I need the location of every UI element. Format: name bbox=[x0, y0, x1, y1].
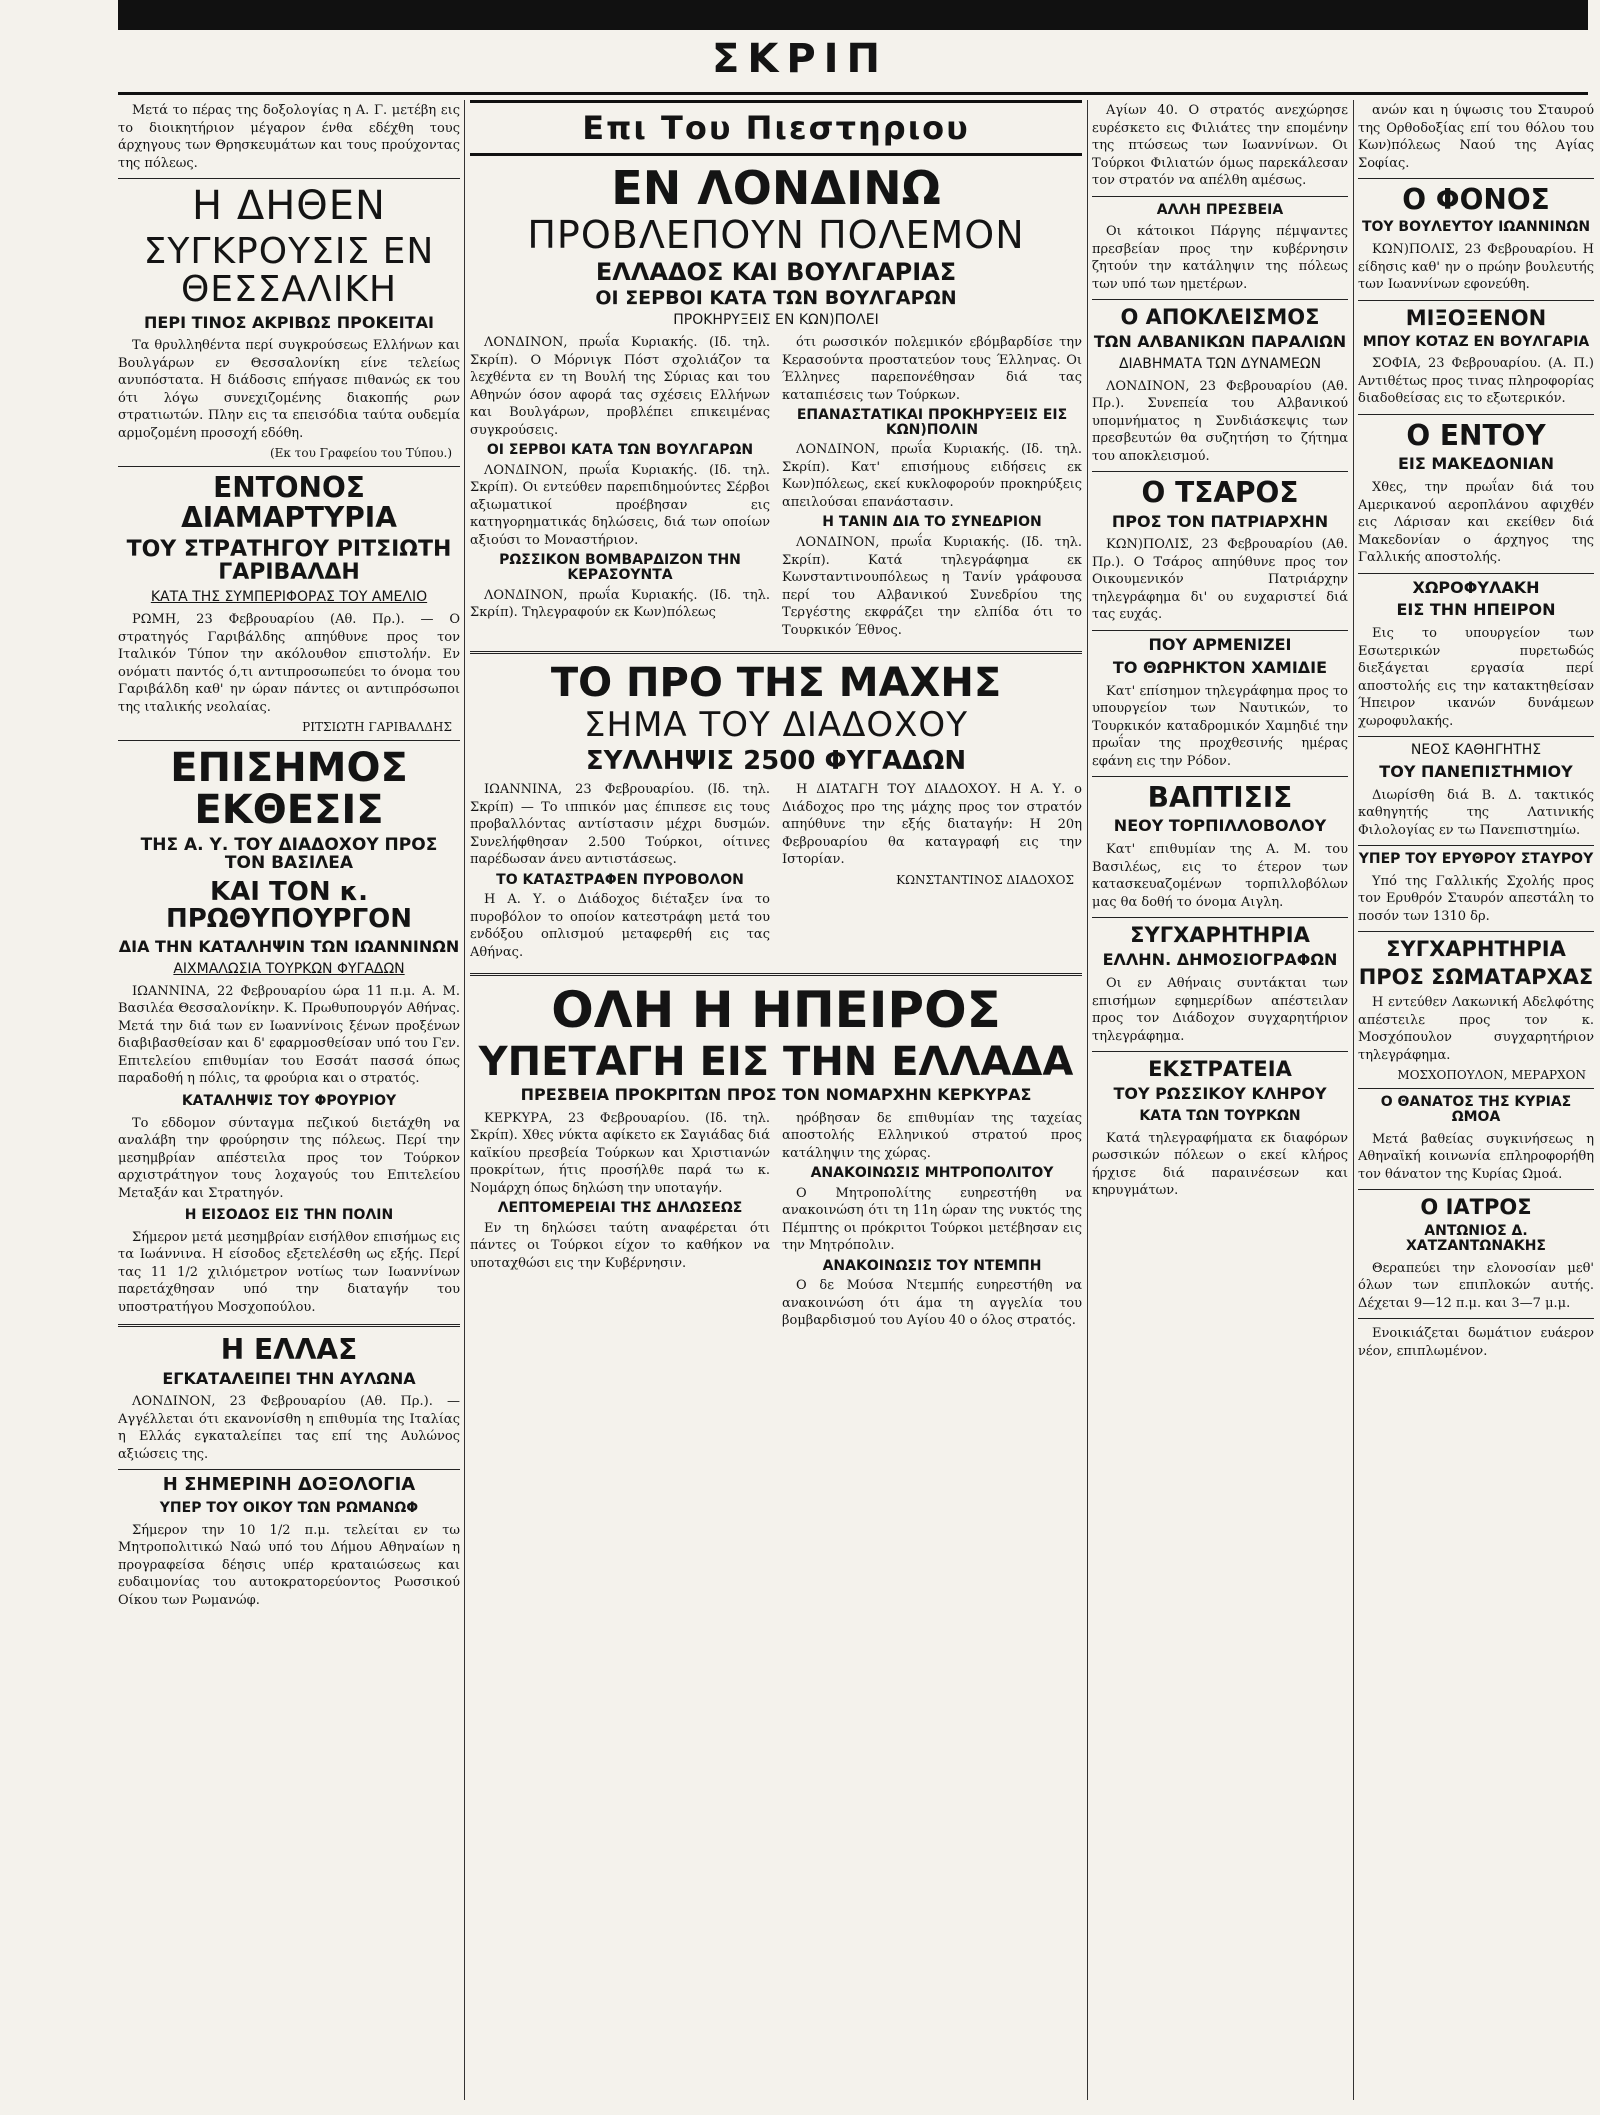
headline: ΕΙΣ ΤΗΝ ΗΠΕΙΡΟΝ bbox=[1396, 600, 1556, 620]
article-text: ηρόβησαν δε επιθυμίαν της ταχείας αποστολής Ελληνικού στρατού προς κατάληψιν της χώρας. bbox=[782, 1110, 1082, 1161]
section-heading: Η ΕΙΣΟΔΟΣ ΕΙΣ ΤΗΝ ΠΟΛΙΝ bbox=[184, 1207, 394, 1223]
headline: ΕΛΛΑΔΟΣ ΚΑΙ ΒΟΥΛΓΑΡΙΑΣ bbox=[595, 258, 957, 287]
article-text: Διωρίσθη διά Β. Δ. τακτικός καθηγητής της Λατινικής Φιλολογίας εν τω Πανεπιστημίω. bbox=[1358, 787, 1594, 838]
headline: Η ΣΗΜΕΡΙΝΗ ΔΟΞΟΛΟΓΙΑ bbox=[162, 1474, 416, 1496]
headline: ΑΛΛΗ ΠΡΕΣΒΕΙΑ bbox=[1156, 201, 1284, 218]
headline: ΣΥΓΧΑΡΗΤΗΡΙΑ bbox=[1386, 937, 1566, 962]
article-text: Θεραπεύει την ελονοσίαν μεθ' όλων των επιπλοκών αυτής. Δέχεται 9—12 π.μ. και 3—7 μ.μ. bbox=[1358, 1260, 1594, 1311]
sub-column bbox=[782, 1108, 1082, 1334]
headline: ΤΗΣ Α. Υ. ΤΟΥ ΔΙΑΔΟΧΟΥ ΠΡΟΣ ΤΟΝ ΒΑΣΙΛΕΑ bbox=[140, 835, 438, 873]
article-text: Μετά βαθείας συγκινήσεως η Αθηναϊκή κοινωνία επληροφορήθη τον θάνατον της Κυρίας Ωμοά. bbox=[1358, 1131, 1594, 1182]
headline: ΠΡΟΣ ΣΩΜΑΤΑΡΧΑΣ bbox=[1358, 965, 1594, 990]
signature: ΡΙΤΣΙΩΤΗ ΓΑΡΙΒΑΛΔΗΣ bbox=[302, 720, 452, 735]
signature: ΚΩΝΣΤΑΝΤΙΝΟΣ ΔΙΑΔΟΧΟΣ bbox=[896, 872, 1074, 887]
section-heading: Η ΤΑΝΙΝ ΔΙΑ ΤΟ ΣΥΝΕΔΡΙΟΝ bbox=[822, 514, 1042, 531]
sub-column bbox=[782, 779, 1082, 965]
headline: ΣΗΜΑ ΤΟΥ ΔΙΑΔΟΧΟΥ bbox=[584, 705, 968, 746]
intro-text: Μετά το πέρας της δοξολογίας η Α. Γ. μετέβη εις το διοικητήριον μέγαρον ένθα εδέχθη τους άρχηγους των Θρησκευμάτων και τους προύχοντας της πόλεως. bbox=[118, 103, 460, 171]
article-text: ΚΕΡΚΥΡΑ, 23 Φεβρουαρίου. (Ιδ. τηλ. Σκρίπ). Χθες νύκτα αφίκετο εκ Σαγιάδας διά καϊκίου πρεσβεία Τούρκων και Χριστιανών προκρίτων, ήτις προσήλθε παρά τω κ. Νομάρχη όπως δηλώση την υποταγήν. bbox=[470, 1110, 770, 1196]
headline: ΠΡΟΒΛΕΠΟΥΝ ΠΟΛΕΜΟΝ bbox=[527, 213, 1025, 258]
article-text: Σήμερον μετά μεσημβρίαν εισήλθον επισήμως εις τα Ιωάννινα. Η είσοδος εξετελέσθη ως εξής. Περί τας 11 1/2 χιλιόμετρον νοτίως των Ιωαννίνων παρετάχθησαν υπό την διαταγήν του υποστρατήγου Μοσχοπούλου. bbox=[118, 1229, 460, 1315]
article-text: ΚΩΝ)ΠΟΛΙΣ, 23 Φεβρουαρίου (Αθ. Πρ.). Ο Τσάρος απηύθυνε προς τον Οικουμενικόν Πατριάρχην τηλεγράφημα δι' ου ευχαριστεί διά τας ευχάς. bbox=[1092, 537, 1348, 623]
subheadline: ΠΕΡΙ ΤΙΝΟΣ ΑΚΡΙΒΩΣ ΠΡΟΚΕΙΤΑΙ bbox=[144, 312, 434, 332]
headline: ΥΠΕΤΑΓΗ ΕΙΣ ΤΗΝ ΕΛΛΑΔΑ bbox=[478, 1038, 1074, 1085]
headline: ΚΑΤΑ ΤΩΝ ΤΟΥΡΚΩΝ bbox=[1139, 1107, 1301, 1124]
headline: Ο ΕΝΤΟΥ bbox=[1406, 418, 1546, 452]
headline: ΟΛΗ Η ΗΠΕΙΡΟΣ bbox=[551, 981, 1001, 1040]
headline: ΣΥΓΧΑΡΗΤΗΡΙΑ bbox=[1130, 923, 1310, 948]
headline: ΕΝΤΟΝΟΣ ΔΙΑΜΑΡΤΥΡΙΑ bbox=[181, 471, 397, 534]
signature: (Εκ του Γραφείου του Τύπου.) bbox=[269, 446, 452, 461]
subheadline: ΟΙ ΣΕΡΒΟΙ ΚΑΤΑ ΤΩΝ ΒΟΥΛΓΑΡΩΝ bbox=[595, 287, 957, 310]
headline: ΝΕΟΣ ΚΑΘΗΓΗΤΗΣ bbox=[1410, 742, 1542, 759]
headline: ΒΑΠΤΙΣΙΣ bbox=[1147, 781, 1293, 814]
headline: ΠΟΥ ΑΡΜΕΝΙΖΕΙ bbox=[1148, 634, 1292, 654]
headline: ΝΕΟΥ ΤΟΡΠΙΛΛΟΒΟΛΟΥ bbox=[1113, 816, 1327, 836]
headline: Ο ΤΣΑΡΟΣ bbox=[1141, 476, 1299, 510]
headline: ΕΝ ΛΟΝΔΙΝΩ bbox=[611, 161, 941, 215]
section-heading: ΕΠΑΝΑΣΤΑΤΙΚΑΙ ΠΡΟΚΗΡΥΞΕΙΣ ΕΙΣ ΚΩΝ)ΠΟΛΙΝ bbox=[796, 407, 1068, 438]
subheadline: ΠΡΟΚΗΡΥΞΕΙΣ ΕΝ ΚΩΝ)ΠΟΛΕΙ bbox=[673, 312, 879, 329]
classified-text: Ενοικιάζεται δωμάτιον ευάερον νέον, επιπλωμένον. bbox=[1358, 1326, 1594, 1359]
article-text: Χθες, την πρωΐαν διά του Αμερικανού αεροπλάνου αφιχθέν εις Λάρισαν και εκείθεν διά Μακεδονίαν ο άρχηγος της Γαλλικής αποστολής. bbox=[1358, 480, 1594, 565]
article-text: Το εδδομον σύνταγμα πεζικού διετάχθη να αναλάβη την φρούρησιν της πόλεως. Περί την μεσημβρίαν απέστειλα προς τον Τούρκον αρχιστράτηγον τους λοχαγούς του Επιτελείου Μεταξάν και Στρατηγόν. bbox=[118, 1115, 460, 1201]
article-text: Η ΔΙΑΤΑΓΗ ΤΟΥ ΔΙΑΔΟΧΟΥ. Η Α. Υ. ο Διάδοχος προ της μάχης προς τον στρατόν απηύθυνε την εξής διαταγήν: Η 20η Φεβρουαρίου θα καταγραφή εις την Ιστορίαν. bbox=[782, 782, 1082, 868]
subheadline: ΔΙΑΒΗΜΑΤΑ ΤΩΝ ΔΥΝΑΜΕΩΝ bbox=[1118, 356, 1322, 373]
subheadline: ΚΑΤΑ ΤΗΣ ΣΥΜΠΕΡΙΦΟΡΑΣ ΤΟΥ ΑΜΕΛΙΟ bbox=[150, 589, 428, 606]
article-text: Εν τη δηλώσει ταύτη αναφέρεται ότι πάντες οι Τούρκοι είχον το καθήκον να υποταχθώσι εις την Κυβέρνησιν. bbox=[470, 1220, 770, 1271]
sub-column bbox=[782, 332, 1082, 643]
headline: ΥΠΕΡ ΤΟΥ ΕΡΥΘΡΟΥ ΣΤΑΥΡΟΥ bbox=[1358, 851, 1594, 868]
article-text: Ο δε Μούσα Ντεμπής ευηρεστήθη να ανακοινώση ότι άμα τη αγγελία του βομβαρδισμού του Αγίου 40 ο όλος στρατός. bbox=[782, 1278, 1082, 1329]
section-heading: ΡΩΣΣΙΚΟΝ ΒΟΜΒΑΡΔΙΖΟΝ ΤΗΝ ΚΕΡΑΣΟΥΝΤΑ bbox=[499, 552, 741, 583]
article-text: ΡΩΜΗ, 23 Φεβρουαρίου (Αθ. Πρ.). — Ο στρατηγός Γαριβάλδης απηύθυνε προς τον Ιταλικόν Τύπον την ακόλουθον επιστολήν. Εν ονόματι παντός ό,τι αντιπροσωπεύει το όνομα του Γαριβάλδη καθ' ην ώραν πάντες οι αντιπρόσωποι της ιταλικής νεολαίας. bbox=[118, 612, 460, 715]
headline: ΤΟ ΘΩΡΗΚΤΟΝ ΧΑΜΙΔΙΕ bbox=[1112, 657, 1328, 677]
section-heading: ΑΝΑΚΟΙΝΩΣΙΣ ΜΗΤΡΟΠΟΛΙΤΟΥ bbox=[810, 1165, 1054, 1182]
subheadline: ΠΡΕΣΒΕΙΑ ΠΡΟΚΡΙΤΩΝ ΠΡΟΣ ΤΟΝ ΝΟΜΑΡΧΗΝ ΚΕΡΚΥΡΑΣ bbox=[520, 1084, 1032, 1104]
section-heading: ΚΑΤΑΛΗΨΙΣ ΤΟΥ ΦΡΟΥΡΙΟΥ bbox=[181, 1092, 397, 1109]
section-heading: ΑΝΑΚΟΙΝΩΣΙΣ ΤΟΥ ΝΤΕΜΠΗ bbox=[822, 1257, 1042, 1274]
intro-text: ανών και η ύψωσις του Σταυρού της Ορθοδοξίας επί του θόλου του Κων)πόλεως Ναού της Αγίας Σοφίας. bbox=[1358, 103, 1594, 171]
headline: ΤΟΥ ΒΟΥΛΕΥΤΟΥ ΙΩΑΝΝΙΝΩΝ bbox=[1361, 219, 1591, 236]
masthead-rule bbox=[118, 92, 1588, 95]
article-text: Υπό της Γαλλικής Σχολής προς τον Ερυθρόν Σταυρόν απεστάλη το ποσόν των 1310 δρ. bbox=[1358, 873, 1594, 924]
article-text: ΛΟΝΔΙΝΟΝ, πρωΐα Κυριακής. (Ιδ. τηλ. Σκρίπ). Κατά τηλεγράφημα εκ Κωνσταντινουπόλεως η Τανίν γράφουσα περί του Αλβανικού Συνεδρίου της Τεργέστης εκφράζει την ελπίδα ότι το Τουρκικόν Έθνος. bbox=[782, 535, 1082, 638]
column-divider bbox=[464, 100, 465, 2100]
article-text: Ο Μητροπολίτης ευηρεστήθη να ανακοινώση ότι τη 11η ώραν της νυκτός της Πέμπτης οι πρόκριτοι Τούρκοι μετέβησαν εις την Μητρόπολιν. bbox=[782, 1185, 1082, 1254]
headline: ΕΙΣ ΜΑΚΕΔΟΝΙΑΝ bbox=[1397, 454, 1555, 474]
column-divider bbox=[1087, 100, 1088, 2100]
headline: ΣΥΛΛΗΨΙΣ 2500 ΦΥΓΑΔΩΝ bbox=[585, 745, 967, 776]
section-banner: Επι Του Πιεστηριου bbox=[470, 100, 1082, 156]
article-text: ΛΟΝΔΙΝΟΝ, πρωΐα Κυριακής. (Ιδ. τηλ. Σκρίπ). Κατ' επισήμους ειδήσεις εκ Κων)πόλεως, εκεί κυκλοφορούν προκηρύξεις απειλούσαι επανάστασιν. bbox=[782, 442, 1082, 510]
subheadline: ΕΓΚΑΤΑΛΕΙΠΕΙ ΤΗΝ ΑΥΛΩΝΑ bbox=[162, 1368, 416, 1388]
two-column-block bbox=[470, 332, 1082, 643]
headline: ΧΩΡΟΦΥΛΑΚΗ bbox=[1412, 577, 1540, 597]
sub-column bbox=[470, 332, 770, 643]
signature: ΜΟΣΧΟΠΟΥΛΟΝ, ΜΕΡΑΡΧΟΝ bbox=[1397, 1068, 1586, 1083]
article-text: ΙΩΑΝΝΙΝΑ, 22 Φεβρουαρίου ώρα 11 π.μ. Α. Μ. Βασιλέα Θεσσαλονίκην. Κ. Πρωθυπουργόν Αθήνας. Μετά την διά των εν Ιωαννίνοις ξένων προξένων διαβιβασθείσαν και δ' εφαρμοσθείσαν υπό του Γεν. Επιτελείου επιθυμίαν του Εσσάτ πασσά όπως παραδοθή η πόλις, τα φρούρια και ο στρατός. bbox=[118, 983, 460, 1087]
headline: ΕΚΣΤΡΑΤΕΙΑ bbox=[1148, 1057, 1292, 1082]
headline: ΤΟΥ ΠΑΝΕΠΙΣΤΗΜΙΟΥ bbox=[1379, 761, 1573, 781]
headline: ΕΛΛΗΝ. ΔΗΜΟΣΙΟΓΡΑΦΩΝ bbox=[1102, 950, 1338, 970]
intro-text: Αγίων 40. Ο στρατός ανεχώρησε ευρέσκετο εις Φιλιάτες την επομένην της πτώσεως των Ιωαννίνων. Οι Τούρκοι Φιλιατών όμως παρεκάλεσαν τον στρατόν να απέλθη αμέσως. bbox=[1092, 103, 1348, 188]
headline: ΚΑΙ ΤΟΝ κ. ΠΡΩΘΥΠΟΥΡΓΟΝ bbox=[165, 876, 413, 935]
headline: Ο ΘΑΝΑΤΟΣ ΤΗΣ ΚΥΡΙΑΣ ΩΜΟΑ bbox=[1380, 1094, 1572, 1126]
column-divider bbox=[1353, 100, 1354, 2100]
article-text: ΛΟΝΔΙΝΟΝ, πρωΐα Κυριακής. (Ιδ. τηλ. Σκρίπ). Οι εντεύθεν παρεπιδημούντες Σέρβοι αξιωματικοί προέβησαν εις κατηγορηματικάς δηλώσεις, διά των οποίων αξιούσι το Μοναστήριον. bbox=[470, 462, 770, 548]
article-text: Η Α. Υ. ο Διάδοχος διέταξεν ίνα το πυροβόλον το οποίον κατεστράφη μετά του ενδόξου οπλισμού μεταφερθή εις τας Αθήνας. bbox=[470, 892, 770, 960]
section-heading: ΛΕΠΤΟΜΕΡΕΙΑΙ ΤΗΣ ΔΗΛΩΣΕΩΣ bbox=[497, 1200, 743, 1217]
headline: ΜΙΞΟΞΕΝΟΝ bbox=[1405, 305, 1547, 330]
article-text: Η εντεύθεν Λακωνική Αδελφότης απέστειλε προς τον κ. Μοσχόπουλον συγχαρητήριον τηλεγράφημα. bbox=[1358, 995, 1594, 1063]
sub-column bbox=[470, 779, 770, 965]
article-text: ΛΟΝΔΙΝΟΝ, πρωΐα Κυριακής. (Ιδ. τηλ. Σκρίπ). Ο Μόρνιγκ Πόστ σχολιάζον τα λεχθέντα εν τη Βουλή της Σύριας και του Αθηνών όσον αφορά τας σχέσεις Ελλήνων και Βουλγάρων, προβλέπει επικειμένας συγκρούσεις. bbox=[470, 335, 770, 438]
section-heading: ΟΙ ΣΕΡΒΟΙ ΚΑΤΑ ΤΩΝ ΒΟΥΛΓΑΡΩΝ bbox=[486, 442, 754, 458]
column-4 bbox=[1092, 100, 1348, 2100]
headline: ΤΟΥ ΣΤΡΑΤΗΓΟΥ ΡΙΤΣΙΩΤΗ ΓΑΡΙΒΑΛΔΗ bbox=[126, 537, 452, 586]
article-text: Εις το υπουργείον των Εσωτερικών πυρετωδώς διεξάγεται εργασία περί αποστολής εις την κατακτηθείσαν Ήπειρον ικανών δυνάμεων χωροφυλακής. bbox=[1358, 626, 1594, 729]
headline: ΤΟ ΠΡΟ ΤΗΣ ΜΑΧΗΣ bbox=[550, 660, 1002, 707]
article-text: Κατ' επιθυμίαν της Α. Μ. του Βασιλέως, εις το έτερον των κατασκευαζομένων τορπιλλοβόλων μας θα δοθή το όνομα Αιγλη. bbox=[1092, 842, 1348, 910]
subheadline: ΥΠΕΡ ΤΟΥ ΟΙΚΟΥ ΤΩΝ ΡΩΜΑΝΩΦ bbox=[159, 1500, 419, 1517]
top-black-bar bbox=[118, 0, 1588, 30]
headline: Ο ΙΑΤΡΟΣ bbox=[1420, 1195, 1532, 1220]
center-block bbox=[470, 100, 1082, 2100]
article-text: ΛΟΝΔΙΝΟΝ, πρωΐα Κυριακής. (Ιδ. τηλ. Σκρίπ). Τηλεγραφούν εκ Κων)πόλεως bbox=[470, 587, 770, 621]
headline: ΕΠΙΣΗΜΟΣ ΕΚΘΕΣΙΣ bbox=[170, 745, 408, 834]
headline: ΣΥΓΚΡΟΥΣΙΣ ΕΝ ΘΕΣΣΑΛΙΚΗ bbox=[143, 231, 435, 310]
column-5 bbox=[1358, 100, 1594, 2100]
masthead: ΣΚΡΙΠ bbox=[712, 36, 888, 82]
subheadline: ΔΙΑ ΤΗΝ ΚΑΤΑΛΗΨΙΝ ΤΩΝ ΙΩΑΝΝΙΝΩΝ bbox=[118, 937, 460, 957]
article-text: ΚΩΝ)ΠΟΛΙΣ, 23 Φεβρουαρίου. Η είδησις καθ' ην ο πρώην βουλευτής των Ιωαννίνων εφονεύθη. bbox=[1358, 242, 1594, 293]
article-text: ότι ρωσσικόν πολεμικόν εβόμβαρδίσε την Κερασούντα προστατεύον τους Έλληνας. Οι Έλληνες παρεπονέθησαν διά τας καταπιέσεις των Τούρκων. bbox=[782, 335, 1082, 403]
article-text: Κατά τηλεγραφήματα εκ διαφόρων ρωσσικών πόλεων ο εκεί κλήρος ήρχισε διά παραινέσεων και κηρυγμάτων. bbox=[1092, 1130, 1348, 1199]
headline: ΜΠΟΥ ΚΟΤΑΖ ΕΝ ΒΟΥΛΓΑΡΙΑ bbox=[1362, 333, 1590, 350]
article-text: ΛΟΝΔΙΝΟΝ, 23 Φεβρουαρίου (Αθ. Πρ.). Συνεπεία του Αλβανικού υπομνήματος η Συνδιάσκεψις των πρεσβευτών θα συζητήση το ζήτημα του αποκλεισμού. bbox=[1092, 378, 1348, 464]
article-text: Οι εν Αθήναις συντάκται των επισήμων εφημερίδων απέστειλαν προς τον Διάδοχον συγχαρητήριον τηλεγράφημα. bbox=[1092, 976, 1348, 1044]
headline: Η ΕΛΛΑΣ bbox=[220, 1333, 358, 1367]
headline: ΤΩΝ ΑΛΒΑΝΙΚΩΝ ΠΑΡΑΛΙΩΝ bbox=[1093, 332, 1347, 352]
headline: ΤΟΥ ΡΩΣΣΙΚΟΥ ΚΛΗΡΟΥ bbox=[1113, 1084, 1327, 1104]
article-text: ΛΟΝΔΙΝΟΝ, 23 Φεβρουαρίου (Αθ. Πρ.). — Αγγέλλεται ότι εκανονίσθη η επιθυμία της Ιταλίας η Ελλάς εγκαταλείπει τας επί της Αυλώνος αξιώσεις της. bbox=[118, 1394, 460, 1462]
headline: Ο ΑΠΟΚΛΕΙΣΜΟΣ bbox=[1120, 305, 1320, 330]
article-text: Σήμερον την 10 1/2 π.μ. τελείται εν τω Μητροπολιτικώ Ναώ υπό του Δήμου Αθηναίων η προγραφείσα δέησις υπέρ κραταιώσεως και ευδαιμονίας του αυτοκρατορεύοντος Ρωσσικού Οίκου των Ρωμανώφ. bbox=[118, 1522, 460, 1608]
column-1 bbox=[118, 100, 460, 2100]
doctor-name: ΑΝΤΩΝΙΟΣ Δ. ΧΑΤΖΑΝΤΩΝΑΚΗΣ bbox=[1405, 1223, 1546, 1254]
article-text: Τα θρυλληθέντα περί συγκρούσεως Ελλήνων και Βουλγάρων εν Θεσσαλονίκη είνε τελείως ανυπόστατα. Η διάδοσις επήγασε πιθανώς εκ του ότι λόγω συνεχιζομένης διακοπής ρων στρατιωτών. Πλην εις τα επεισόδια ταύτα ουδεμία αρμοζομένη προσοχή εδόθη. bbox=[118, 338, 460, 441]
article-text: Κατ' επίσημον τηλεγράφημα προς το υπουργείον των Ναυτικών, το Τουρκικόν καταδρομικόν Χαμηδιέ την πρωΐαν της προχθεσινής ημέρας εφάνη εις την Ρόδον. bbox=[1092, 683, 1348, 769]
article-text: Οι κάτοικοι Πάργης πέμψαντες πρεσβείαν προς την κυβέρνησιν ζητούν την κατάληψιν της πόλεως των υπό των ημετέρων. bbox=[1092, 224, 1348, 292]
headline: ΠΡΟΣ ΤΟΝ ΠΑΤΡΙΑΡΧΗΝ bbox=[1111, 511, 1329, 531]
headline: Ο ΦΟΝΟΣ bbox=[1402, 183, 1550, 216]
two-column-block bbox=[470, 1108, 1082, 1334]
article-text: ΙΩΑΝΝΙΝΑ, 23 Φεβρουαρίου. (Ιδ. τηλ. Σκρίπ) — Το ιππικόν μας έπιπεσε εις τους προβαλλόντας αντίστασιν μέχρι δυσμών. Συνελήφθησαν 2.500 Τούρκοι, οίτινες παρέδωσαν άνευ αντιστάσεως. bbox=[470, 782, 770, 868]
headline: Η ΔΗΘΕΝ bbox=[192, 183, 386, 229]
sub-column bbox=[470, 1108, 770, 1334]
article-text: ΣΟΦΙΑ, 23 Φεβρουαρίου. (Α. Π.) Αντιθέτως προς τινας πληροφορίας διαδοθείσας εις το εξωτερικόν. bbox=[1358, 356, 1594, 407]
section-heading: ΤΟ ΚΑΤΑΣΤΡΑΦΕΝ ΠΥΡΟΒΟΛΟΝ bbox=[496, 871, 744, 888]
two-column-block bbox=[470, 779, 1082, 965]
subheadline: ΑΙΧΜΑΛΩΣΙΑ ΤΟΥΡΚΩΝ ΦΥΓΑΔΩΝ bbox=[173, 961, 405, 978]
